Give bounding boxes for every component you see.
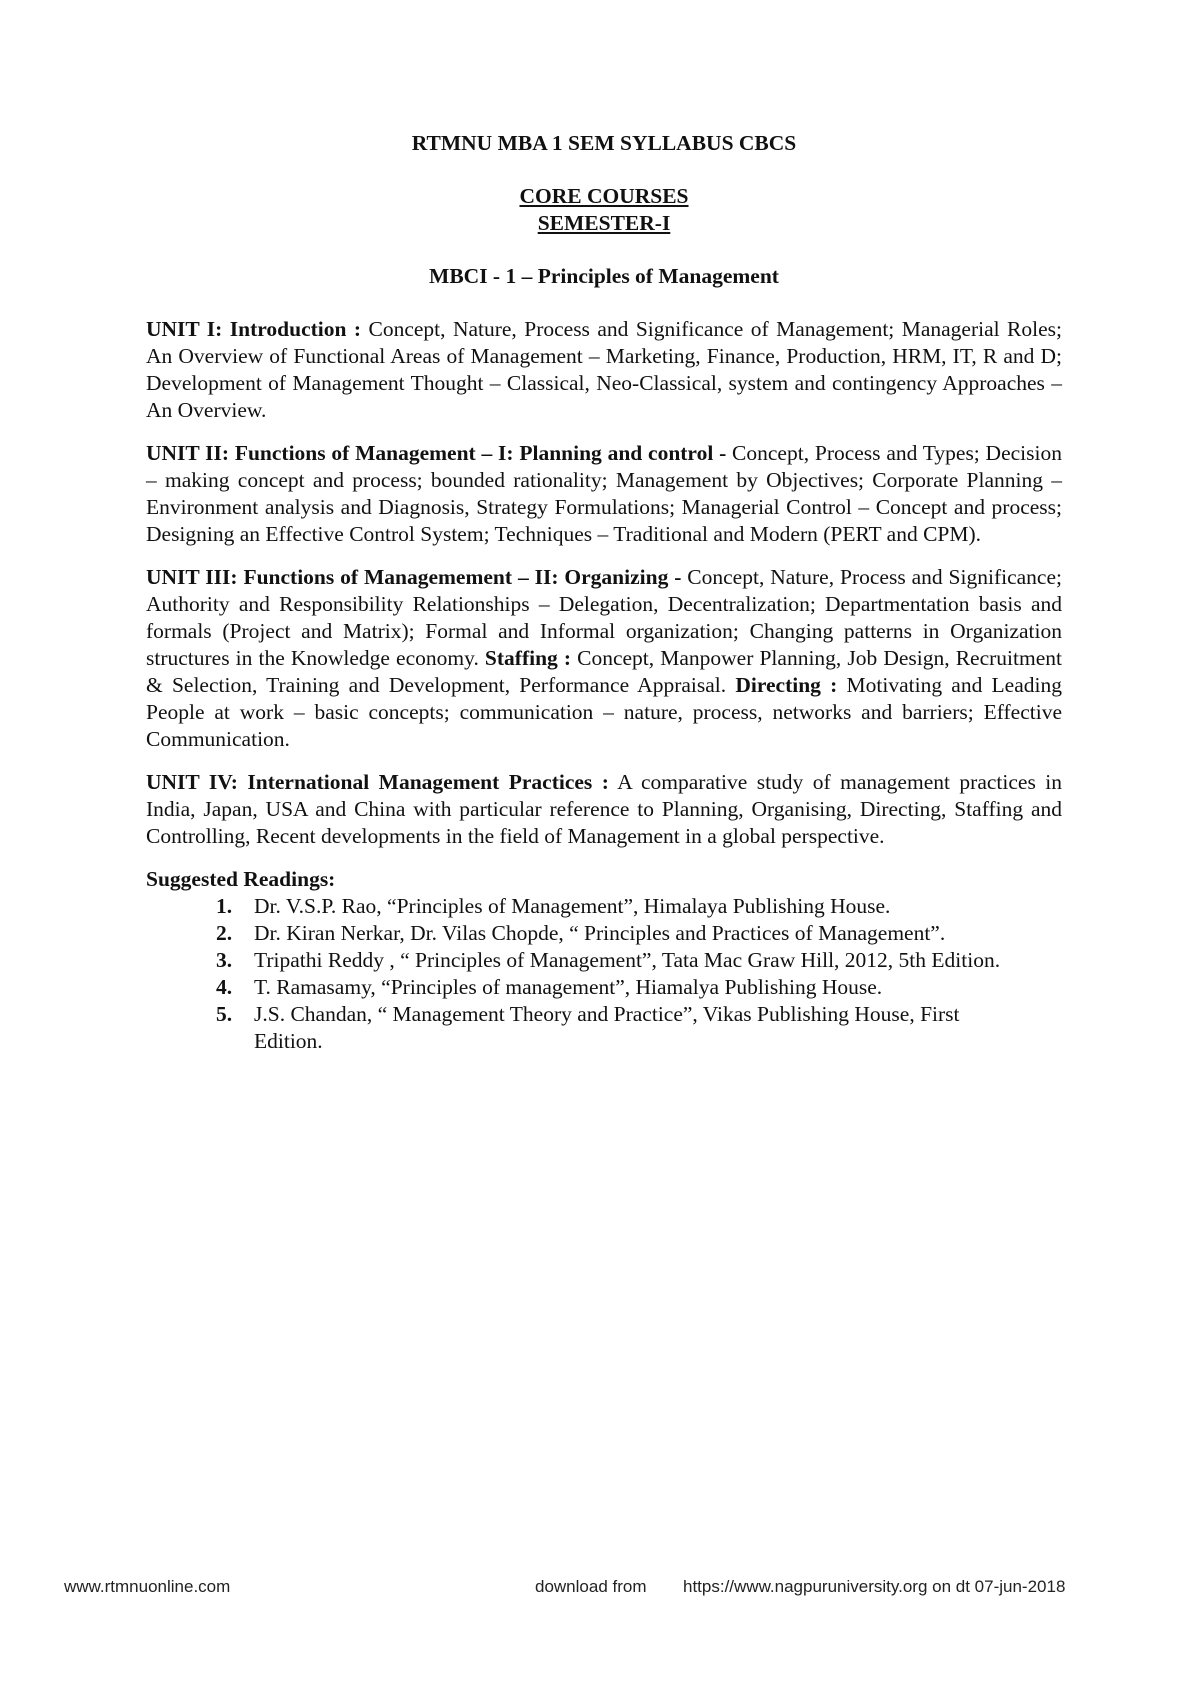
reading-text: T. Ramasamy, “Principles of management”, Hiamalya Publishing House. [254, 975, 883, 999]
reading-text: Dr. Kiran Nerkar, Dr. Vilas Chopde, “ Principles and Practices of Management”. [254, 921, 946, 945]
reading-number: 2. [216, 921, 233, 945]
reading-text-continuation: Edition. [254, 1029, 323, 1053]
syllabus-content [146, 130, 1062, 1055]
reading-text: Tripathi Reddy , “ Principles of Management”, Tata Mac Graw Hill, 2012, 5th Edition. [254, 948, 1001, 972]
document-title: RTMNU MBA 1 SEM SYLLABUS CBCS [411, 131, 797, 155]
unit-3-paragraph [146, 564, 1062, 753]
unit-2-heading: UNIT II: Functions of Management – I: Planning and control - [146, 441, 727, 465]
footer-download-label: download from [535, 1577, 647, 1596]
footer-download-url: https://www.nagpuruniversity.org on dt 07-jun-2018 [683, 1577, 1066, 1596]
semester-heading: SEMESTER-I [537, 211, 671, 235]
reading-item [146, 920, 1062, 947]
unit-1-body: Concept, Nature, Process and Significance of Management; Managerial Roles; An Overview of Functional Areas of Management – Marketing, Finance, Production, HRM, IT, R and D; Development of Management Thought – Classical, Neo-Classical, system and contingency Approaches – An Overview. [146, 317, 1062, 422]
unit-4-paragraph [146, 769, 1062, 850]
unit-2-body: Concept, Process and Types; Decision – making concept and process; bounded rationality; Management by Objectives; Corporate Planning – Environment analysis and Diagnosis, Strategy Formulations; Managerial Control – Concept and process; Designing an Effective Control System; Techniques – Traditional and Modern (PERT and CPM). [146, 441, 1062, 546]
reading-item [146, 893, 1062, 920]
directing-heading: Directing : [735, 673, 838, 697]
unit-1-heading: UNIT I: Introduction : [146, 317, 362, 341]
suggested-readings-heading: Suggested Readings: [146, 867, 336, 891]
unit-4-heading: UNIT IV: International Management Practices : [146, 770, 609, 794]
reading-item [146, 974, 1062, 1001]
course-title: MBCI - 1 – Principles of Management [429, 264, 779, 288]
footer-source-site: www.rtmnuonline.com [64, 1577, 231, 1596]
staffing-body: Concept, Manpower Planning, Job Design, Recruitment & Selection, Training and Development, Performance Appraisal. [146, 646, 1062, 697]
suggested-readings-list [146, 893, 1062, 1055]
reading-number: 3. [216, 948, 233, 972]
unit-1-paragraph [146, 316, 1062, 424]
staffing-heading: Staffing : [484, 646, 572, 670]
reading-number: 1. [216, 894, 233, 918]
core-courses-heading-block [146, 183, 1062, 237]
reading-number: 5. [216, 1002, 233, 1026]
reading-text: J.S. Chandan, “ Management Theory and Practice”, Vikas Publishing House, First [254, 1002, 960, 1026]
unit-2-paragraph [146, 440, 1062, 548]
unit-3-body: Concept, Nature, Process and Significance; Authority and Responsibility Relationships – Delegation, Decentralization; Departmentation basis and formals (Project and Matrix); Formal and Informal organization; Changing patterns in Organization structures in the Knowledge economy. [146, 565, 1062, 670]
core-courses-heading: CORE COURSES [519, 184, 689, 208]
directing-body: Motivating and Leading People at work – basic concepts; communication – nature, process, networks and barriers; Effective Communication. [146, 673, 1062, 751]
unit-3-heading: UNIT III: Functions of Managemement – II: Organizing - [146, 565, 682, 589]
reading-item [146, 1001, 1062, 1055]
reading-number: 4. [216, 975, 233, 999]
reading-item [146, 947, 1062, 974]
reading-text: Dr. V.S.P. Rao, “Principles of Management”, Himalaya Publishing House. [254, 894, 891, 918]
unit-4-body: A comparative study of management practices in India, Japan, USA and China with particular reference to Planning, Organising, Directing, Staffing and Controlling, Recent developments in the field of Management in a global perspective. [146, 770, 1062, 848]
